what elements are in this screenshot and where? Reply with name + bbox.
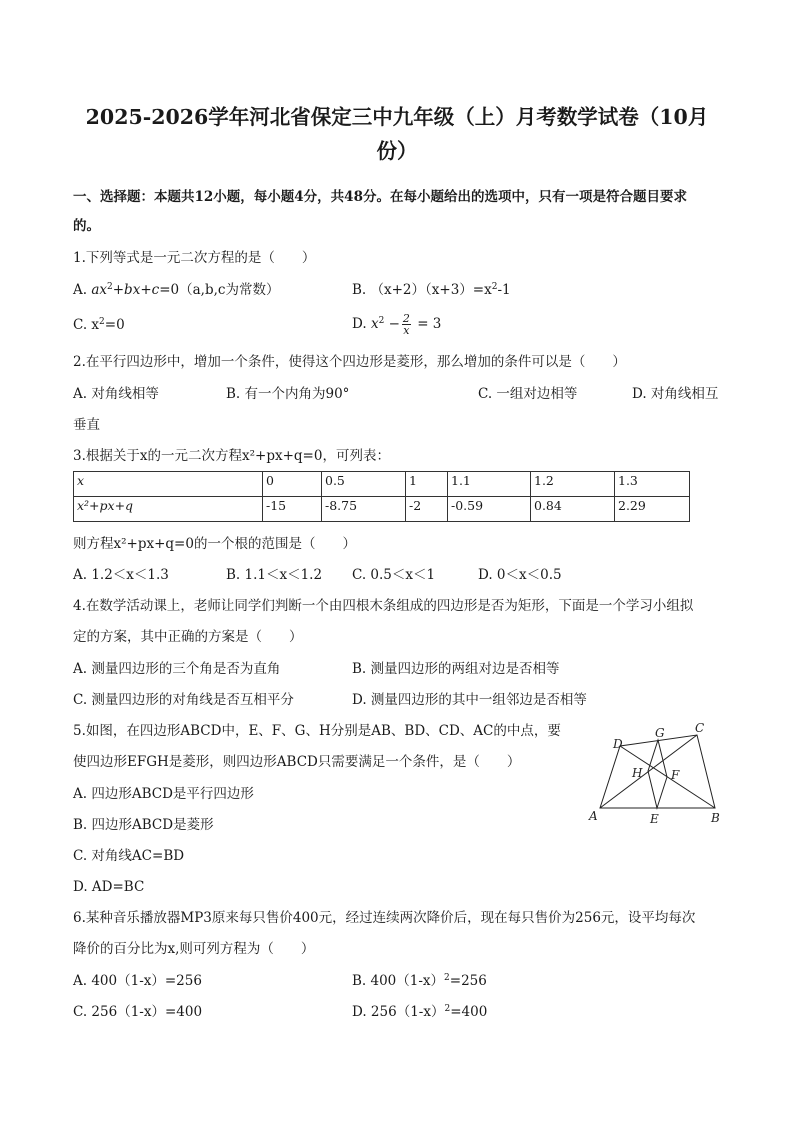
q1-b-label: B. （x+2）（x+3）=x <box>352 282 492 298</box>
q5-option-c: C. 对角线AC=BD <box>73 848 185 864</box>
label-f: F <box>671 768 680 782</box>
table-cell: 0.84 <box>531 497 615 522</box>
q1-d-sup: 2 <box>378 316 385 326</box>
q1-b-tail: -1 <box>497 282 511 298</box>
section-heading-line-2: 的。 <box>73 218 100 234</box>
q3-stem: 3.根据关于x的一元二次方程x²+px+q=0，可列表： <box>73 448 390 464</box>
q5-option-d: D. AD=BC <box>73 879 145 895</box>
q1-d-fraction <box>402 313 411 336</box>
q4-stem-line-1: 4.在数学活动课上，老师让同学们判断一个由四根木条组成的四边形是否为矩形，下面是一个学习小组拟 <box>73 598 694 614</box>
q5-option-b: B. 四边形ABCD是菱形 <box>73 817 214 833</box>
table-cell: 1.3 <box>615 472 690 497</box>
q2-option-b: B. 有一个内角为90° <box>226 386 350 402</box>
label-d: D <box>613 737 623 751</box>
table-row <box>74 472 690 497</box>
q3-option-d: D. 0＜x＜0.5 <box>478 567 562 583</box>
q3-option-b: B. 1.1＜x＜1.2 <box>226 567 323 583</box>
q4-stem-line-2: 定的方案，其中正确的方案是（ ） <box>73 629 303 645</box>
q4-option-c: C. 测量四边形的对角线是否互相平分 <box>73 692 294 708</box>
q2-option-d: D. 对角线相互 <box>632 386 719 402</box>
q3-option-c: C. 0.5＜x＜1 <box>352 567 436 583</box>
q6-d-label: D. 256（1-x） <box>352 1004 445 1020</box>
table-cell: 0 <box>263 472 322 497</box>
exam-title <box>60 100 734 168</box>
q1-c-label: C. x <box>73 317 100 333</box>
table-cell: 0.5 <box>322 472 406 497</box>
table-cell: 1.1 <box>448 472 531 497</box>
q2-stem: 2.在平行四边形中，增加一个条件，使得这个四边形是菱形，那么增加的条件可以是（ ） <box>73 354 626 370</box>
q1-a-tail: （a,b,c为常数） <box>179 282 280 298</box>
q5-stem-line-1: 5.如图，在四边形ABCD中，E、F、G、H分别是AB、BD、CD、AC的中点，要 <box>73 723 561 739</box>
quadrilateral-efgh <box>648 740 667 808</box>
q6-stem-line-1: 6.某种音乐播放器MP3原来每只售价400元，经过连续两次降价后，现在每只售价为256元，设平均每次 <box>73 910 696 926</box>
label-e: E <box>650 812 659 826</box>
label-a: A <box>589 809 598 823</box>
q3-question: 则方程x²+px+q=0的一个根的范围是（ ） <box>73 536 356 552</box>
table-row <box>74 497 690 522</box>
label-b: B <box>711 811 720 825</box>
q6-option-d <box>352 1002 487 1022</box>
q1-b-sup: 2 <box>491 282 498 292</box>
q6-stem-line-2: 降价的百分比为x,则可列方程为（ ） <box>73 941 315 957</box>
q1-d-label: D. <box>352 316 371 332</box>
q1-stem: 1.下列等式是一元二次方程的是（ ） <box>73 250 316 266</box>
q2-option-d-continued: 垂直 <box>73 417 100 433</box>
q2-option-a: A. 对角线相等 <box>73 386 159 402</box>
q6-d-sup: 2 <box>444 1004 451 1014</box>
q4-option-a: A. 测量四边形的三个角是否为直角 <box>73 661 281 677</box>
q2-option-c: C. 一组对边相等 <box>478 386 578 402</box>
q6-option-a: A. 400（1-x）=256 <box>73 973 202 989</box>
q4-option-d: D. 测量四边形的其中一组邻边是否相等 <box>352 692 587 708</box>
q1-option-c <box>73 315 125 335</box>
q1-option-d: D. $x^2$ − $\frac{2}{x}$ = 3 <box>352 312 442 337</box>
quadrilateral-figure <box>585 718 735 830</box>
table-cell: -0.59 <box>448 497 531 522</box>
label-c: C <box>695 721 705 735</box>
q6-option-b <box>352 971 487 991</box>
q5-stem-line-2: 使四边形EFGH是菱形，则四边形ABCD只需要满足一个条件，是（ ） <box>73 754 521 770</box>
q1-d-denominator: x <box>403 324 410 337</box>
q1-c-tail: =0 <box>104 317 125 333</box>
label-h: H <box>632 766 643 780</box>
q1-d-tail: = 3 <box>412 316 442 332</box>
table-cell: -15 <box>263 497 322 522</box>
section-heading-line-1: 一、选择题：本题共12小题，每小题4分，共48分。在每小题给出的选项中，只有一项是符合题目要求 <box>73 189 687 205</box>
q3-option-a: A. 1.2＜x＜1.3 <box>73 567 169 583</box>
q6-d-tail: =400 <box>450 1004 488 1020</box>
q6-b-sup: 2 <box>444 973 450 983</box>
q6-b-tail: =256 <box>449 973 487 989</box>
q6-b-label: B. 400（1-x） <box>352 973 445 989</box>
q1-a-label: A. <box>73 282 92 298</box>
table-header-x: x <box>74 472 263 497</box>
q1-option-b <box>352 280 511 300</box>
label-g: G <box>655 726 665 740</box>
q6-option-c: C. 256（1-x）=400 <box>73 1004 203 1020</box>
table-cell: -8.75 <box>322 497 406 522</box>
q4-option-b: B. 测量四边形的两组对边是否相等 <box>352 661 560 677</box>
table-cell: -2 <box>406 497 448 522</box>
q3-value-table <box>73 471 690 522</box>
q5-option-a: A. 四边形ABCD是平行四边形 <box>73 786 254 802</box>
q1-option-a: A. $ax^2+bx+c=0(a,b,c$为常数） <box>73 282 280 298</box>
q1-d-numerator: 2 <box>402 312 410 325</box>
title-line-2: 份） <box>376 139 418 163</box>
table-cell: 1.2 <box>531 472 615 497</box>
table-header-expression: x²+px+q <box>74 497 263 522</box>
q1-a-sup: 2 <box>107 282 113 292</box>
q1-c-sup: 2 <box>99 317 105 327</box>
table-cell: 2.29 <box>615 497 690 522</box>
title-line-1: 2025-2026学年河北省保定三中九年级（上）月考数学试卷（10月 <box>85 105 709 129</box>
table-cell: 1 <box>406 472 448 497</box>
